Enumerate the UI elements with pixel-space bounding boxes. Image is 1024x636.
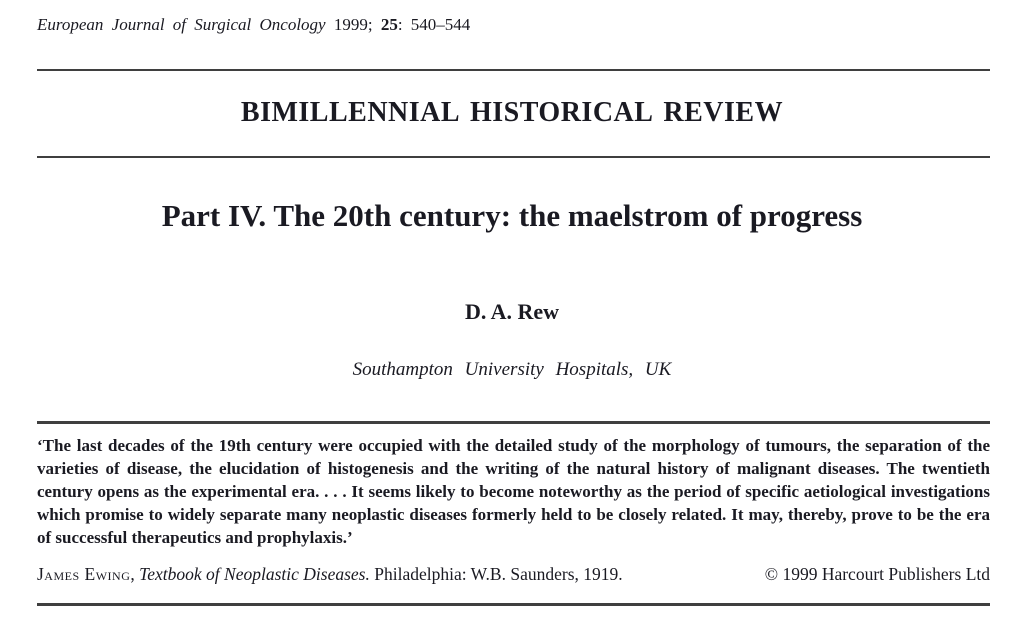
divider-rule-bottom	[37, 603, 990, 606]
quote-paragraph: ‘The last decades of the 19th century were occupied with the detailed study of the morphology of tumours, the separation of the varieties of disease, the elucidation of histogenesis and the writing of the natural history of malignant diseases. The twentieth century opens as the experimental era. . . . It seems likely to become noteworthy as the period of specific aetiological investigations which promise to widely separate many neoplastic diseases formerly held to be closely related. It may, thereby, prove to be the era of successful therapeutics and prophylaxis.’	[37, 436, 990, 547]
journal-name: European Journal of Surgical Oncology	[37, 15, 326, 34]
attribution-line	[37, 564, 990, 585]
quote-source-publisher: Philadelphia: W.B. Saunders, 1919.	[369, 564, 623, 584]
journal-pages: : 540–544	[397, 15, 471, 34]
author-name: D. A. Rew	[464, 299, 560, 324]
article-title: Part IV. The 20th century: the maelstrom of progress	[161, 198, 863, 233]
journal-citation	[37, 15, 470, 35]
divider-rule-under-heading	[37, 156, 990, 158]
quote-source-author: James Ewing	[37, 564, 131, 584]
journal-year: 1999;	[325, 15, 381, 34]
quote-source-title: Textbook of Neoplastic Diseases.	[139, 564, 370, 584]
copyright-notice: © 1999 Harcourt Publishers Ltd	[764, 564, 990, 584]
quote-source-separator: ,	[130, 564, 140, 584]
divider-rule-top	[37, 69, 990, 71]
journal-volume: 25	[380, 15, 398, 34]
section-heading: BIMILLENNIAL HISTORICAL REVIEW	[240, 97, 784, 128]
quote-source	[37, 564, 623, 585]
divider-rule-above-quote	[37, 421, 990, 424]
author-affiliation: Southampton University Hospitals, UK	[352, 359, 672, 380]
